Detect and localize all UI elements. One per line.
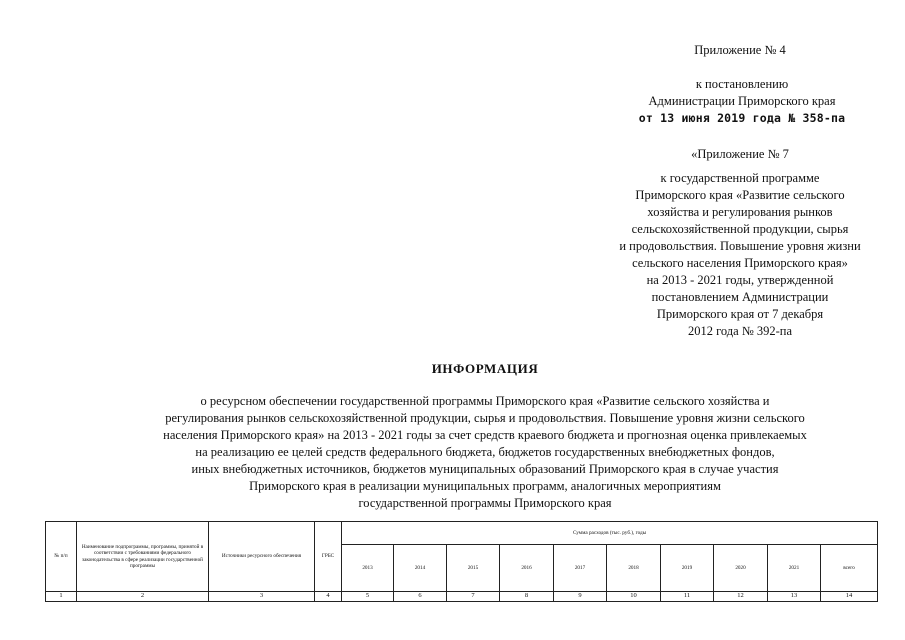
column-number-cell: 3 [209, 592, 315, 602]
subtitle-line: иных внебюджетных источников, бюджетов муниципальных образований Приморского края в случае участия [191, 462, 779, 476]
program-line: Приморского края «Развитие сельского [635, 188, 845, 202]
program-line: и продовольствия. Повышение уровня жизни [619, 239, 861, 253]
program-line: сельскохозяйственной продукции, сырья [631, 222, 849, 236]
year-cell: 2013 [342, 545, 394, 592]
subtitle-line: регулирования рынков сельскохозяйственной продукции, сырья и продовольствия. Повышение уровня жизни сельского [165, 411, 805, 425]
column-number-cell: 7 [447, 592, 500, 602]
column-number-cell: 11 [661, 592, 714, 602]
subtitle-line: Приморского края в реализации муниципальных программ, аналогичных мероприятиям [249, 479, 721, 493]
year-cell: 2020 [714, 545, 768, 592]
subtitle-line: о ресурсном обеспечении государственной программы Приморского края «Развитие сельского хозяйства и [200, 394, 770, 408]
program-line: сельского населения Приморского края» [632, 256, 848, 270]
column-number-cell: 9 [554, 592, 607, 602]
program-line: хозяйства и регулирования рынков [647, 205, 833, 219]
subtitle-line: населения Приморского края» на 2013 - 2021 годы за счет средств краевого бюджета и прогнозная оценка привлекаемых [163, 428, 807, 442]
program-line: на 2013 - 2021 годы, утвержденной [646, 273, 834, 287]
appendix-7-title [640, 146, 840, 163]
appendix-title [640, 42, 840, 59]
column-number-cell: 2 [77, 592, 209, 602]
header-cell-sum: Сумма расходов (тыс. руб.), годы [342, 522, 878, 545]
column-number-cell: 6 [394, 592, 447, 602]
program-line: 2012 года № 392-па [687, 324, 793, 338]
program-reference [595, 170, 885, 340]
resource-table [45, 521, 878, 602]
subtitle-line: государственной программы Приморского края [358, 496, 612, 510]
program-line: постановлением Администрации [651, 290, 829, 304]
decree-date-stamp: от 13 июня 2019 года № 358-па [638, 111, 846, 125]
header-cell-grbs: ГРБС [315, 522, 342, 592]
decree-reference [600, 76, 884, 127]
column-number-cell: 12 [714, 592, 768, 602]
year-cell: 2018 [607, 545, 661, 592]
subtitle-line: на реализацию ее целей средств федерального бюджета, бюджетов государственных внебюджетных фондов, [195, 445, 775, 459]
column-number-cell: 5 [342, 592, 394, 602]
header-cell-name: Наименование подпрограммы, программы, принятой в соответствии с требованиями федерального законодательства в сфере реализации государственной программы [77, 522, 209, 592]
column-number-cell: 4 [315, 592, 342, 602]
program-line: к государственной программе [660, 171, 820, 185]
appendix-4-label: Приложение № 4 [694, 43, 786, 57]
column-number-cell: 10 [607, 592, 661, 602]
year-cell: 2019 [661, 545, 714, 592]
appendix-7-label: «Приложение № 7 [691, 147, 789, 161]
column-number-cell: 14 [821, 592, 878, 602]
decree-line: к постановлению [695, 77, 789, 91]
column-number-cell: 1 [46, 592, 77, 602]
document-title: ИНФОРМАЦИЯ [431, 361, 539, 376]
year-cell: 2016 [500, 545, 554, 592]
column-number-cell: 13 [768, 592, 821, 602]
year-cell: 2015 [447, 545, 500, 592]
header-cell-source: Источники ресурсного обеспечения [209, 522, 315, 592]
decree-line: Администрации Приморского края [648, 94, 836, 108]
year-cell: 2014 [394, 545, 447, 592]
year-cell: 2021 [768, 545, 821, 592]
header-cell-num: № п/п [46, 522, 77, 592]
program-line: Приморского края от 7 декабря [656, 307, 824, 321]
column-number-cell: 8 [500, 592, 554, 602]
document-subtitle [90, 393, 880, 512]
total-cell: всего [821, 545, 878, 592]
year-cell: 2017 [554, 545, 607, 592]
